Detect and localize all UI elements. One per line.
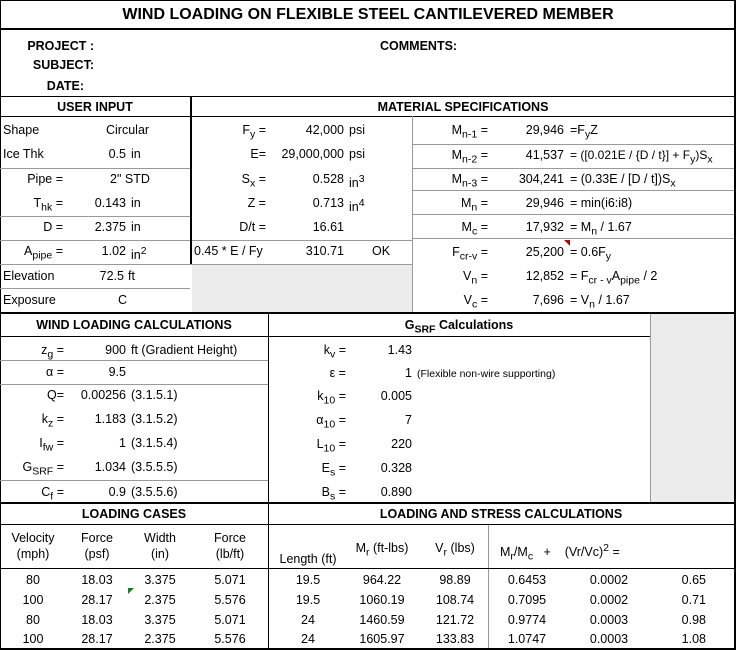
vc-label: $V_c$ = <box>463 293 488 311</box>
l10-value: 220 <box>391 437 412 451</box>
thk-unit: in <box>131 196 141 210</box>
q-ref: (3.1.5.1) <box>131 388 178 402</box>
mc-value: 17,932 <box>525 220 564 234</box>
eps-value: 1 <box>405 366 412 380</box>
thk-value: 0.143 <box>94 196 126 210</box>
cell-force-lbft: 5.071 <box>214 613 246 627</box>
col-width: Width (in) <box>144 531 176 561</box>
vn-value: 12,852 <box>525 269 564 283</box>
mn-formula: = min(i6:i8) <box>570 196 633 210</box>
cell-velocity: 100 <box>22 632 44 646</box>
es-value: 0.328 <box>380 461 412 475</box>
mn3-label: $M_{n-3}$ = <box>451 172 488 190</box>
dt-label: D/t = <box>239 220 266 234</box>
fcr-formula: = $0.6F_y$ <box>570 245 612 263</box>
gsrf-value: 1.034 <box>94 460 126 474</box>
ice-unit: in <box>131 147 141 161</box>
cell-length: 24 <box>301 632 315 646</box>
cell-width: 2.375 <box>144 593 176 607</box>
mn1-value: 29,946 <box>525 123 564 137</box>
cell-length: 19.5 <box>295 573 321 587</box>
cell-total: 0.65 <box>681 573 706 587</box>
cf-ref: (3.5.5.6) <box>131 485 178 499</box>
bs-label: $B_s$ = <box>321 485 346 503</box>
subject-label: SUBJECT: <box>32 58 94 72</box>
k10-label: $k_{10}$ = <box>317 389 346 407</box>
z-unit: $in^4$ <box>349 197 365 215</box>
l10-label: $L_{10}$ = <box>316 437 346 455</box>
zg-label: $z_g$ = <box>41 343 64 361</box>
vn-formula: = $F_{cr - v}A_{pipe} / 2$ <box>570 269 658 287</box>
fcr-label: $F_{cr-v}$ = <box>452 245 488 263</box>
mn-value: 29,946 <box>525 196 564 210</box>
mn2-label: $M_{n-2}$ = <box>451 148 488 166</box>
project-label: PROJECT : <box>27 39 94 53</box>
d-unit: in <box>131 220 141 234</box>
sx-unit: $in^3$ <box>349 173 365 191</box>
eps-note: (Flexible non-wire supporting) <box>417 368 556 380</box>
dt-value: 16.61 <box>312 220 344 234</box>
z-label: Z = <box>247 196 266 210</box>
apipe-unit: $in^2$ <box>131 245 147 263</box>
ratio-value: 310.71 <box>305 244 344 258</box>
e-label: E= <box>250 147 266 161</box>
cell-vr: 133.83 <box>435 632 475 646</box>
cell-total: 0.71 <box>681 593 706 607</box>
fy-label: $F_y$ = <box>242 123 266 141</box>
k10-value: 0.005 <box>380 389 412 403</box>
section-user-input: USER INPUT <box>57 100 133 114</box>
ratio-label: 0.45 * E / Fy <box>194 244 263 258</box>
cell-width: 2.375 <box>144 632 176 646</box>
cell-mr: 1460.59 <box>359 613 405 627</box>
alpha-label: α = <box>46 365 64 379</box>
col-combo: $M_r/M_c$ + $(Vr/Vc)^2$ = <box>500 542 620 563</box>
ice-value: 0.5 <box>108 147 126 161</box>
cell-total: 0.98 <box>681 613 706 627</box>
section-loading-stress: LOADING AND STRESS CALCULATIONS <box>379 507 623 521</box>
gsrf-ref: (3.5.5.5) <box>131 460 178 474</box>
cell-force-lbft: 5.576 <box>214 593 246 607</box>
cell-force: 18.03 <box>81 573 113 587</box>
mc-formula: = $M_n / 1.67$ <box>570 220 632 238</box>
e-value: 29,000,000 <box>281 147 344 161</box>
elevation-value: 72.5 <box>99 269 124 283</box>
cell-force: 18.03 <box>81 613 113 627</box>
ifw-label: $I_{fw}$ = <box>39 436 64 454</box>
q-label: Q= <box>46 388 64 402</box>
cell-vr: 98.89 <box>439 573 471 587</box>
section-loading-cases: LOADING CASES <box>81 507 187 521</box>
ice-label: Ice Thk <box>3 147 44 161</box>
ifw-ref: (3.1.5.4) <box>131 436 178 450</box>
cell-mr: 964.22 <box>362 573 402 587</box>
shape-value: Circular <box>106 123 150 137</box>
apipe-label: $A_{pipe}$ = <box>24 244 63 262</box>
cell-mrmc: 1.0747 <box>507 632 547 646</box>
cell-vr: 121.72 <box>435 613 475 627</box>
kv-value: 1.43 <box>387 343 412 357</box>
zg-note: ft (Gradient Height) <box>131 343 238 357</box>
es-label: $E_s$ = <box>321 461 346 479</box>
mn1-label: $M_{n-1}$ = <box>451 123 488 141</box>
cell-velocity: 80 <box>26 573 40 587</box>
kz-label: $k_z$ = <box>41 412 64 430</box>
ifw-value: 1 <box>119 436 126 450</box>
cell-force: 28.17 <box>81 593 113 607</box>
mn-label: $M_n$ = <box>460 196 488 214</box>
cell-mrmc: 0.6453 <box>507 573 547 587</box>
elevation-unit: ft <box>128 269 135 283</box>
col-velocity: Velocity (mph) <box>11 531 55 561</box>
vn-label: $V_n$ = <box>463 269 488 287</box>
zg-value: 900 <box>105 343 126 357</box>
mn3-value: 304,241 <box>518 172 564 186</box>
mn2-formula: = $([0.021E / \{D / t\}] + F_y)S_x$ <box>570 148 713 166</box>
section-wind-loading: WIND LOADING CALCULATIONS <box>36 318 232 332</box>
cell-total: 1.08 <box>681 632 706 646</box>
cell-vrvc: 0.0002 <box>589 593 629 607</box>
blank-area-gsrf <box>650 314 734 502</box>
kv-label: $k_v$ = <box>323 343 346 361</box>
col-force-lbft: Force (lb/ft) <box>214 531 246 561</box>
d-value: 2.375 <box>94 220 126 234</box>
cell-mr: 1060.19 <box>359 593 405 607</box>
sx-value: 0.528 <box>312 172 344 186</box>
mc-label: $M_c$ = <box>461 220 488 238</box>
kz-ref: (3.1.5.2) <box>131 412 178 426</box>
cell-force-lbft: 5.576 <box>214 632 246 646</box>
cell-mr: 1605.97 <box>359 632 405 646</box>
sx-label: $S_x$ = <box>241 172 266 190</box>
mn3-formula: = $(0.33E / [D / t])S_x$ <box>570 172 676 190</box>
col-vr: $V_r$ (lbs) <box>435 541 475 559</box>
fcr-value: 25,200 <box>525 245 564 259</box>
cf-label: $C_f$ = <box>41 485 64 503</box>
cell-length: 24 <box>301 613 315 627</box>
cell-length: 19.5 <box>295 593 321 607</box>
blank-area-elevation <box>192 264 412 312</box>
cell-mrmc: 0.9774 <box>507 613 547 627</box>
section-material-specs: MATERIAL SPECIFICATIONS <box>377 100 549 114</box>
cell-width: 3.375 <box>144 613 176 627</box>
comments-label: COMMENTS: <box>380 39 458 53</box>
d-label: D = <box>43 220 63 234</box>
page-title: WIND LOADING ON FLEXIBLE STEEL CANTILEVERED MEMBER <box>122 6 614 23</box>
vc-formula: = $V_n / 1.67$ <box>570 293 630 311</box>
cell-force: 28.17 <box>81 632 113 646</box>
elevation-label: Elevation <box>3 269 55 283</box>
z-value: 0.713 <box>312 196 344 210</box>
fy-unit: psi <box>349 123 365 137</box>
bs-value: 0.890 <box>380 485 412 499</box>
date-label: DATE: <box>46 79 84 93</box>
alpha-value: 9.5 <box>108 365 126 379</box>
pipe-label: Pipe = <box>27 172 63 186</box>
col-length: Length (ft) <box>279 552 337 566</box>
e-unit: psi <box>349 147 365 161</box>
section-gsrf: $G_{SRF}$ Calculations <box>404 318 514 336</box>
eps-label: ε = <box>329 366 346 380</box>
q-value: 0.00256 <box>80 388 126 402</box>
shape-label: Shape <box>3 123 40 137</box>
mn2-value: 41,537 <box>525 148 564 162</box>
mn1-formula: $=F_yZ$ <box>570 123 598 141</box>
cell-width: 3.375 <box>144 573 176 587</box>
pipe-value: 2" STD <box>110 172 150 186</box>
cell-mrmc: 0.7095 <box>507 593 547 607</box>
col-mr: $M_r$ (ft-lbs) <box>355 541 409 559</box>
cell-velocity: 100 <box>22 593 44 607</box>
kz-value: 1.183 <box>94 412 126 426</box>
cell-vrvc: 0.0003 <box>589 632 629 646</box>
cell-force-lbft: 5.071 <box>214 573 246 587</box>
thk-label: $T_{hk}$ = <box>33 196 63 214</box>
a10-label: $\alpha_{10}$ = <box>316 413 346 431</box>
exposure-label: Exposure <box>3 293 56 307</box>
gsrf-label: $G_{SRF}$ = <box>22 460 64 478</box>
fy-value: 42,000 <box>305 123 344 137</box>
col-force: Force (psf) <box>81 531 113 561</box>
cell-velocity: 80 <box>26 613 40 627</box>
cell-vrvc: 0.0002 <box>589 573 629 587</box>
cell-vr: 108.74 <box>435 593 475 607</box>
cf-value: 0.9 <box>108 485 126 499</box>
cell-vrvc: 0.0003 <box>589 613 629 627</box>
exposure-value: C <box>118 293 128 307</box>
vc-value: 7,696 <box>532 293 564 307</box>
apipe-value: 1.02 <box>101 244 126 258</box>
a10-value: 7 <box>405 413 412 427</box>
ratio-status: OK <box>372 244 391 258</box>
